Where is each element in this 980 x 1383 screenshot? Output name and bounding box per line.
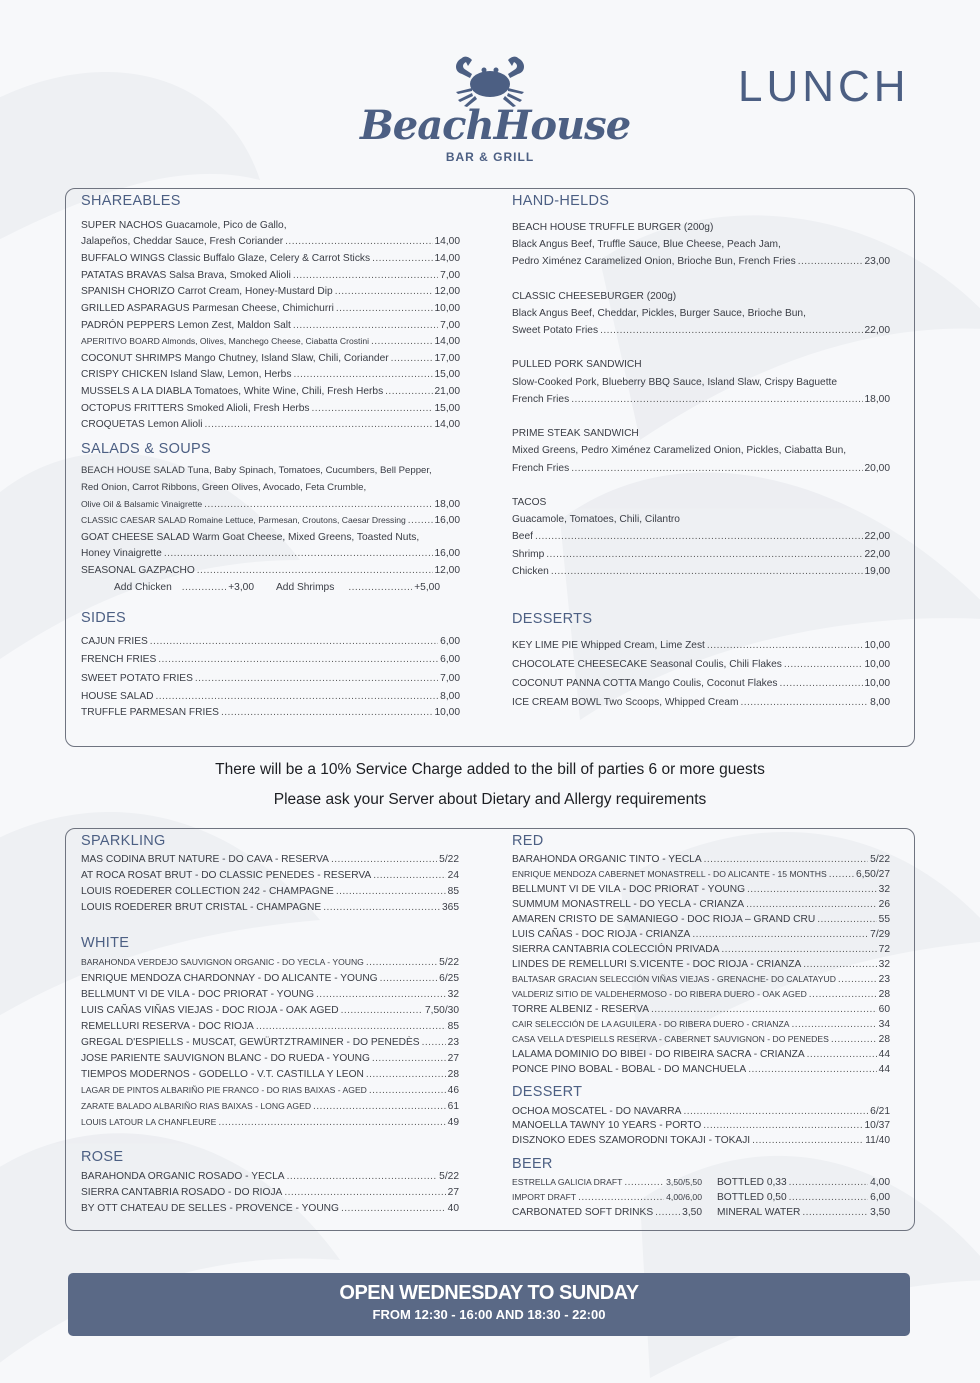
menu-item-desc: Black Angus Beef, Truffle Sauce, Blue Cheese, Peach Jam, — [512, 239, 781, 250]
wine-item: DISZNOKO EDES SZAMORODNI TOKAJI - TOKAJI . . . 11/40 — [512, 1135, 890, 1146]
menu-item-intro: SUPER NACHOS Guacamole, Pico de Gallo, — [81, 220, 287, 231]
menu-item-title: CLASSIC CHEESEBURGER (200g) — [512, 291, 677, 302]
menu-item-desc: Red Onion, Carrot Ribbons, Green Olives, Avocado, Feta Crumble, — [81, 482, 367, 493]
section-title-sparkling: SPARKLING — [81, 833, 166, 849]
menu-item: CAJUN FRIES . . . 6,00 — [81, 636, 460, 647]
menu-item: TRUFFLE PARMESAN FRIES . . . 10,00 — [81, 707, 460, 718]
menu-item: SWEET POTATO FRIES . . . 7,00 — [81, 673, 460, 684]
wine-item: ENRIQUE MENDOZA CHARDONNAY - DO ALICANTE - YOUNG . . . 6/25 — [81, 973, 459, 984]
menu-item-desc: Black Angus Beef, Cheddar, Pickles, Burger Sauce, Brioche Bun, — [512, 308, 806, 319]
wine-item: AMAREN CRISTO DE SAMANIEGO - DOC RIOJA – GRAND CRU . . . 55 — [512, 914, 890, 925]
menu-item: CHOCOLATE CHEESECAKE Seasonal Coulis, Chili Flakes . . . 10,00 — [512, 659, 890, 670]
section-title-rose: ROSE — [81, 1149, 124, 1165]
beer-item: BOTTLED 0,50 . . . 6,00 — [717, 1192, 890, 1203]
section-title-sides: SIDES — [81, 610, 127, 626]
menu-item-title: TACOS — [512, 497, 547, 508]
section-title-dessert-wine: DESSERT — [512, 1084, 583, 1100]
menu-item: Jalapeños, Cheddar Sauce, Fresh Coriander . . . 14,00 — [81, 236, 460, 247]
beer-item: MINERAL WATER . . . 3,50 — [717, 1207, 890, 1218]
menu-item: French Fries . . . 20,00 — [512, 463, 890, 474]
wine-item: BALTASAR GRACIAN SELECCIÓN VIÑAS VIEJAS - GRENACHE- DO CALATAYUD . . . 23 — [512, 974, 890, 985]
menu-item: Chicken . . . 19,00 — [512, 566, 890, 577]
wine-item: JOSE PARIENTE SAUVIGNON BLANC - DO RUEDA - YOUNG . . . 27 — [81, 1053, 459, 1064]
menu-item: Sweet Potato Fries . . . 22,00 — [512, 325, 890, 336]
wine-item: LUIS CAÑAS - DOC RIOJA - CRIANZA . . . 7/29 — [512, 929, 890, 940]
menu-item: CLASSIC CAESAR SALAD Romaine Lettuce, Parmesan, Croutons, Caesar Dressing . . . 16,00 — [81, 515, 460, 526]
menu-item-desc: BEACH HOUSE SALAD Tuna, Baby Spinach, Tomatoes, Cucumbers, Bell Pepper, — [81, 465, 432, 476]
menu-item: FRENCH FRIES . . . 6,00 — [81, 654, 460, 665]
menu-item: HOUSE SALAD . . . 8,00 — [81, 691, 460, 702]
menu-item-title: BEACH HOUSE TRUFFLE BURGER (200g) — [512, 222, 714, 233]
wine-item: BARAHONDA VERDEJO SAUVIGNON ORGANIC - DO YECLA - YOUNG . . . 5/22 — [81, 957, 459, 968]
wine-item: LOUIS ROEDERER COLLECTION 242 - CHAMPAGNE . . . 85 — [81, 886, 459, 897]
wine-item: MAS CODINA BRUT NATURE - DO CAVA - RESERVA . . . 5/22 — [81, 854, 459, 865]
wine-item: OCHOA MOSCATEL - DO NAVARRA . . . 6/21 — [512, 1106, 890, 1117]
beer-item: CARBONATED SOFT DRINKS . . . 3,50 — [512, 1207, 702, 1218]
addon-item: Add Shrimps . . . +5,00 — [276, 582, 440, 593]
wine-item: TIEMPOS MODERNOS - GODELLO - V.T. CASTILLA Y LEON . . . 28 — [81, 1069, 459, 1080]
addon-item: Add Chicken . . . +3,00 — [114, 582, 254, 593]
wine-item: BARAHONDA ORGANIC ROSADO - YECLA . . . 5/22 — [81, 1171, 459, 1182]
menu-item-desc: Mixed Greens, Pedro Ximénez Caramelized Onion, Pickles, Ciabatta Bun, — [512, 445, 847, 456]
menu-item: CROQUETAS Lemon Alioli . . . 14,00 — [81, 419, 460, 430]
menu-item: Beef . . . 22,00 — [512, 531, 890, 542]
menu-item: Honey Vinaigrette . . . 16,00 — [81, 548, 460, 559]
opening-hours-banner — [68, 1273, 910, 1336]
menu-item: MUSSELS A LA DIABLA Tomatoes, White Wine, Chili, Fresh Herbs . . . 21,00 — [81, 386, 460, 397]
menu-item: OCTOPUS FRITTERS Smoked Alioli, Fresh Herbs . . . 15,00 — [81, 403, 460, 414]
menu-item-title: PRIME STEAK SANDWICH — [512, 428, 639, 439]
wine-item: ENRIQUE MENDOZA CABERNET MONASTRELL - DO ALICANTE - 15 MONTHS . . . 6,50/27 — [512, 869, 890, 880]
beer-item: IMPORT DRAFT . . . 4,00/6,00 — [512, 1192, 702, 1203]
menu-item: APERITIVO BOARD Almonds, Olives, Manchego Cheese, Ciabatta Crostini . . . 14,00 — [81, 336, 460, 347]
wine-item: LOUIS LATOUR LA CHANFLEURE . . . 49 — [81, 1117, 459, 1128]
menu-item-desc: Slow-Cooked Pork, Blueberry BBQ Sauce, Island Slaw, Crispy Baguette — [512, 377, 838, 388]
menu-item: GRILLED ASPARAGUS Parmesan Cheese, Chimichurri . . . 10,00 — [81, 303, 460, 314]
wine-item: VALDERIZ SITIO DE VALDEHERMOSO - DO RIBERA DUERO - OAK AGED . . . 28 — [512, 989, 890, 1000]
opening-days: OPEN WEDNESDAY TO SUNDAY — [339, 1282, 639, 1304]
menu-item: French Fries . . . 18,00 — [512, 394, 890, 405]
menu-item: PADRÓN PEPPERS Lemon Zest, Maldon Salt . . . 7,00 — [81, 320, 460, 331]
wine-item: BELLMUNT VI DE VILA - DOC PRIORAT - YOUNG . . . 32 — [512, 884, 890, 895]
wine-item: MANOELLA TAWNY 10 YEARS - PORTO . . . 10/37 — [512, 1120, 890, 1131]
wine-item: BY OTT CHATEAU DE SELLES - PROVENCE - YOUNG . . . 40 — [81, 1203, 459, 1214]
wine-item: AT ROCA ROSAT BRUT - DO CLASSIC PENEDES - RESERVA . . . 24 — [81, 870, 459, 881]
opening-hours: FROM 12:30 - 16:00 AND 18:30 - 22:00 — [372, 1307, 606, 1322]
drinks-menu-panel — [65, 828, 915, 1231]
wine-item: ZARATE BALADO ALBARIÑO RIAS BAIXAS - LONG AGED . . . 61 — [81, 1101, 459, 1112]
wine-item: BARAHONDA ORGANIC TINTO - YECLA . . . 5/22 — [512, 854, 890, 865]
section-title-shareables: SHAREABLES — [81, 193, 181, 209]
section-title-handhelds: HAND-HELDS — [512, 193, 610, 209]
food-menu-panel — [65, 188, 915, 747]
crab-icon — [448, 48, 532, 110]
menu-item: SEASONAL GAZPACHO . . . 12,00 — [81, 565, 460, 576]
menu-item-desc: Guacamole, Tomatoes, Chili, Cilantro — [512, 514, 680, 525]
menu-item-title: PULLED PORK SANDWICH — [512, 359, 642, 370]
beer-item: BOTTLED 0,33 . . . 4,00 — [717, 1177, 890, 1188]
menu-item: KEY LIME PIE Whipped Cream, Lime Zest . . . 10,00 — [512, 640, 890, 651]
wine-item: SUMMUM MONASTRELL - DO YECLA - CRIANZA . . . 26 — [512, 899, 890, 910]
wine-item: REMELLURI RESERVA - DOC RIOJA . . . 85 — [81, 1021, 459, 1032]
wine-item: LOUIS ROEDERER BRUT CRISTAL - CHAMPAGNE . . . 365 — [81, 902, 459, 913]
menu-item: COCONUT PANNA COTTA Mango Coulis, Coconut Flakes . . . 10,00 — [512, 678, 890, 689]
wine-item: LAGAR DE PINTOS ALBARIÑO PIE FRANCO - DO RIAS BAIXAS - AGED . . . 46 — [81, 1085, 459, 1096]
wine-item: SIERRA CANTABRIA ROSADO - DO RIOJA . . . 27 — [81, 1187, 459, 1198]
menu-item: PATATAS BRAVAS Salsa Brava, Smoked Alioli . . . 7,00 — [81, 270, 460, 281]
section-title-desserts: DESSERTS — [512, 611, 593, 627]
wine-item: CAIR SELECCIÓN DE LA AGUILERA - DO RIBERA DUERO - CRIANZA . . . 34 — [512, 1019, 890, 1030]
wine-item: TORRE ALBENIZ - RESERVA . . . 60 — [512, 1004, 890, 1015]
menu-item: Pedro Ximénez Caramelized Onion, Brioche Bun, French Fries . . . 23,00 — [512, 256, 890, 267]
wine-item: SIERRA CANTABRIA COLECCIÓN PRIVADA . . . 72 — [512, 944, 890, 955]
allergy-notice: Please ask your Server about Dietary and Allergy requirements — [273, 791, 707, 808]
brand-logo — [360, 48, 631, 173]
menu-item: CRISPY CHICKEN Island Slaw, Lemon, Herbs . . . 15,00 — [81, 369, 460, 380]
wine-item: LUIS CAÑAS VIÑAS VIEJAS - DOC RIOJA - OAK AGED . . . 7,50/30 — [81, 1005, 459, 1016]
wine-item: LINDES DE REMELLURI S.VICENTE - DOC RIOJA - CRIANZA . . . 32 — [512, 959, 890, 970]
menu-item: Shrimp . . . 22,00 — [512, 549, 890, 560]
wine-item: GREGAL D'ESPIELLS - MUSCAT, GEWÜRTZTRAMINER - DO PENEDÈS . . . 23 — [81, 1037, 459, 1048]
menu-item: BUFFALO WINGS Classic Buffalo Glaze, Celery & Carrot Sticks . . . 14,00 — [81, 253, 460, 264]
section-title-salads: SALADS & SOUPS — [81, 441, 211, 457]
service-charge-notice: There will be a 10% Service Charge added to the bill of parties 6 or more guests — [215, 761, 765, 778]
wine-item: LALAMA DOMINIO DO BIBEI - DO RIBEIRA SACRA - CRIANZA . . . 44 — [512, 1049, 890, 1060]
section-title-beer: BEER — [512, 1156, 553, 1172]
menu-item: ICE CREAM BOWL Two Scoops, Whipped Cream . . . 8,00 — [512, 697, 890, 708]
wine-item: BELLMUNT VI DE VILA - DOC PRIORAT - YOUNG . . . 32 — [81, 989, 459, 1000]
beer-item: ESTRELLA GALICIA DRAFT . . . 3,50/5,50 — [512, 1177, 702, 1188]
section-title-white: WHITE — [81, 935, 130, 951]
page-title: LUNCH — [738, 62, 910, 111]
menu-item: SPANISH CHORIZO Carrot Cream, Honey-Mustard Dip . . . 12,00 — [81, 286, 460, 297]
brand-name: BeachHouse — [360, 102, 631, 149]
wine-item: CASA VELLA D'ESPIELLS RESERVA - CABERNET SAUVIGNON - DO PENEDES . . . 28 — [512, 1034, 890, 1045]
section-title-red: RED — [512, 833, 544, 849]
brand-subtitle: BAR & GRILL — [445, 150, 535, 164]
menu-item: COCONUT SHRIMPS Mango Chutney, Island Slaw, Chili, Coriander . . . 17,00 — [81, 353, 460, 364]
menu-item-desc: GOAT CHEESE SALAD Warm Goat Cheese, Mixed Greens, Toasted Nuts, — [81, 532, 420, 543]
wine-item: PONCE PINO BOBAL - BOBAL - DO MANCHUELA . . . 44 — [512, 1064, 890, 1075]
menu-item: Olive Oil & Balsamic Vinaigrette . . . 18,00 — [81, 499, 460, 510]
